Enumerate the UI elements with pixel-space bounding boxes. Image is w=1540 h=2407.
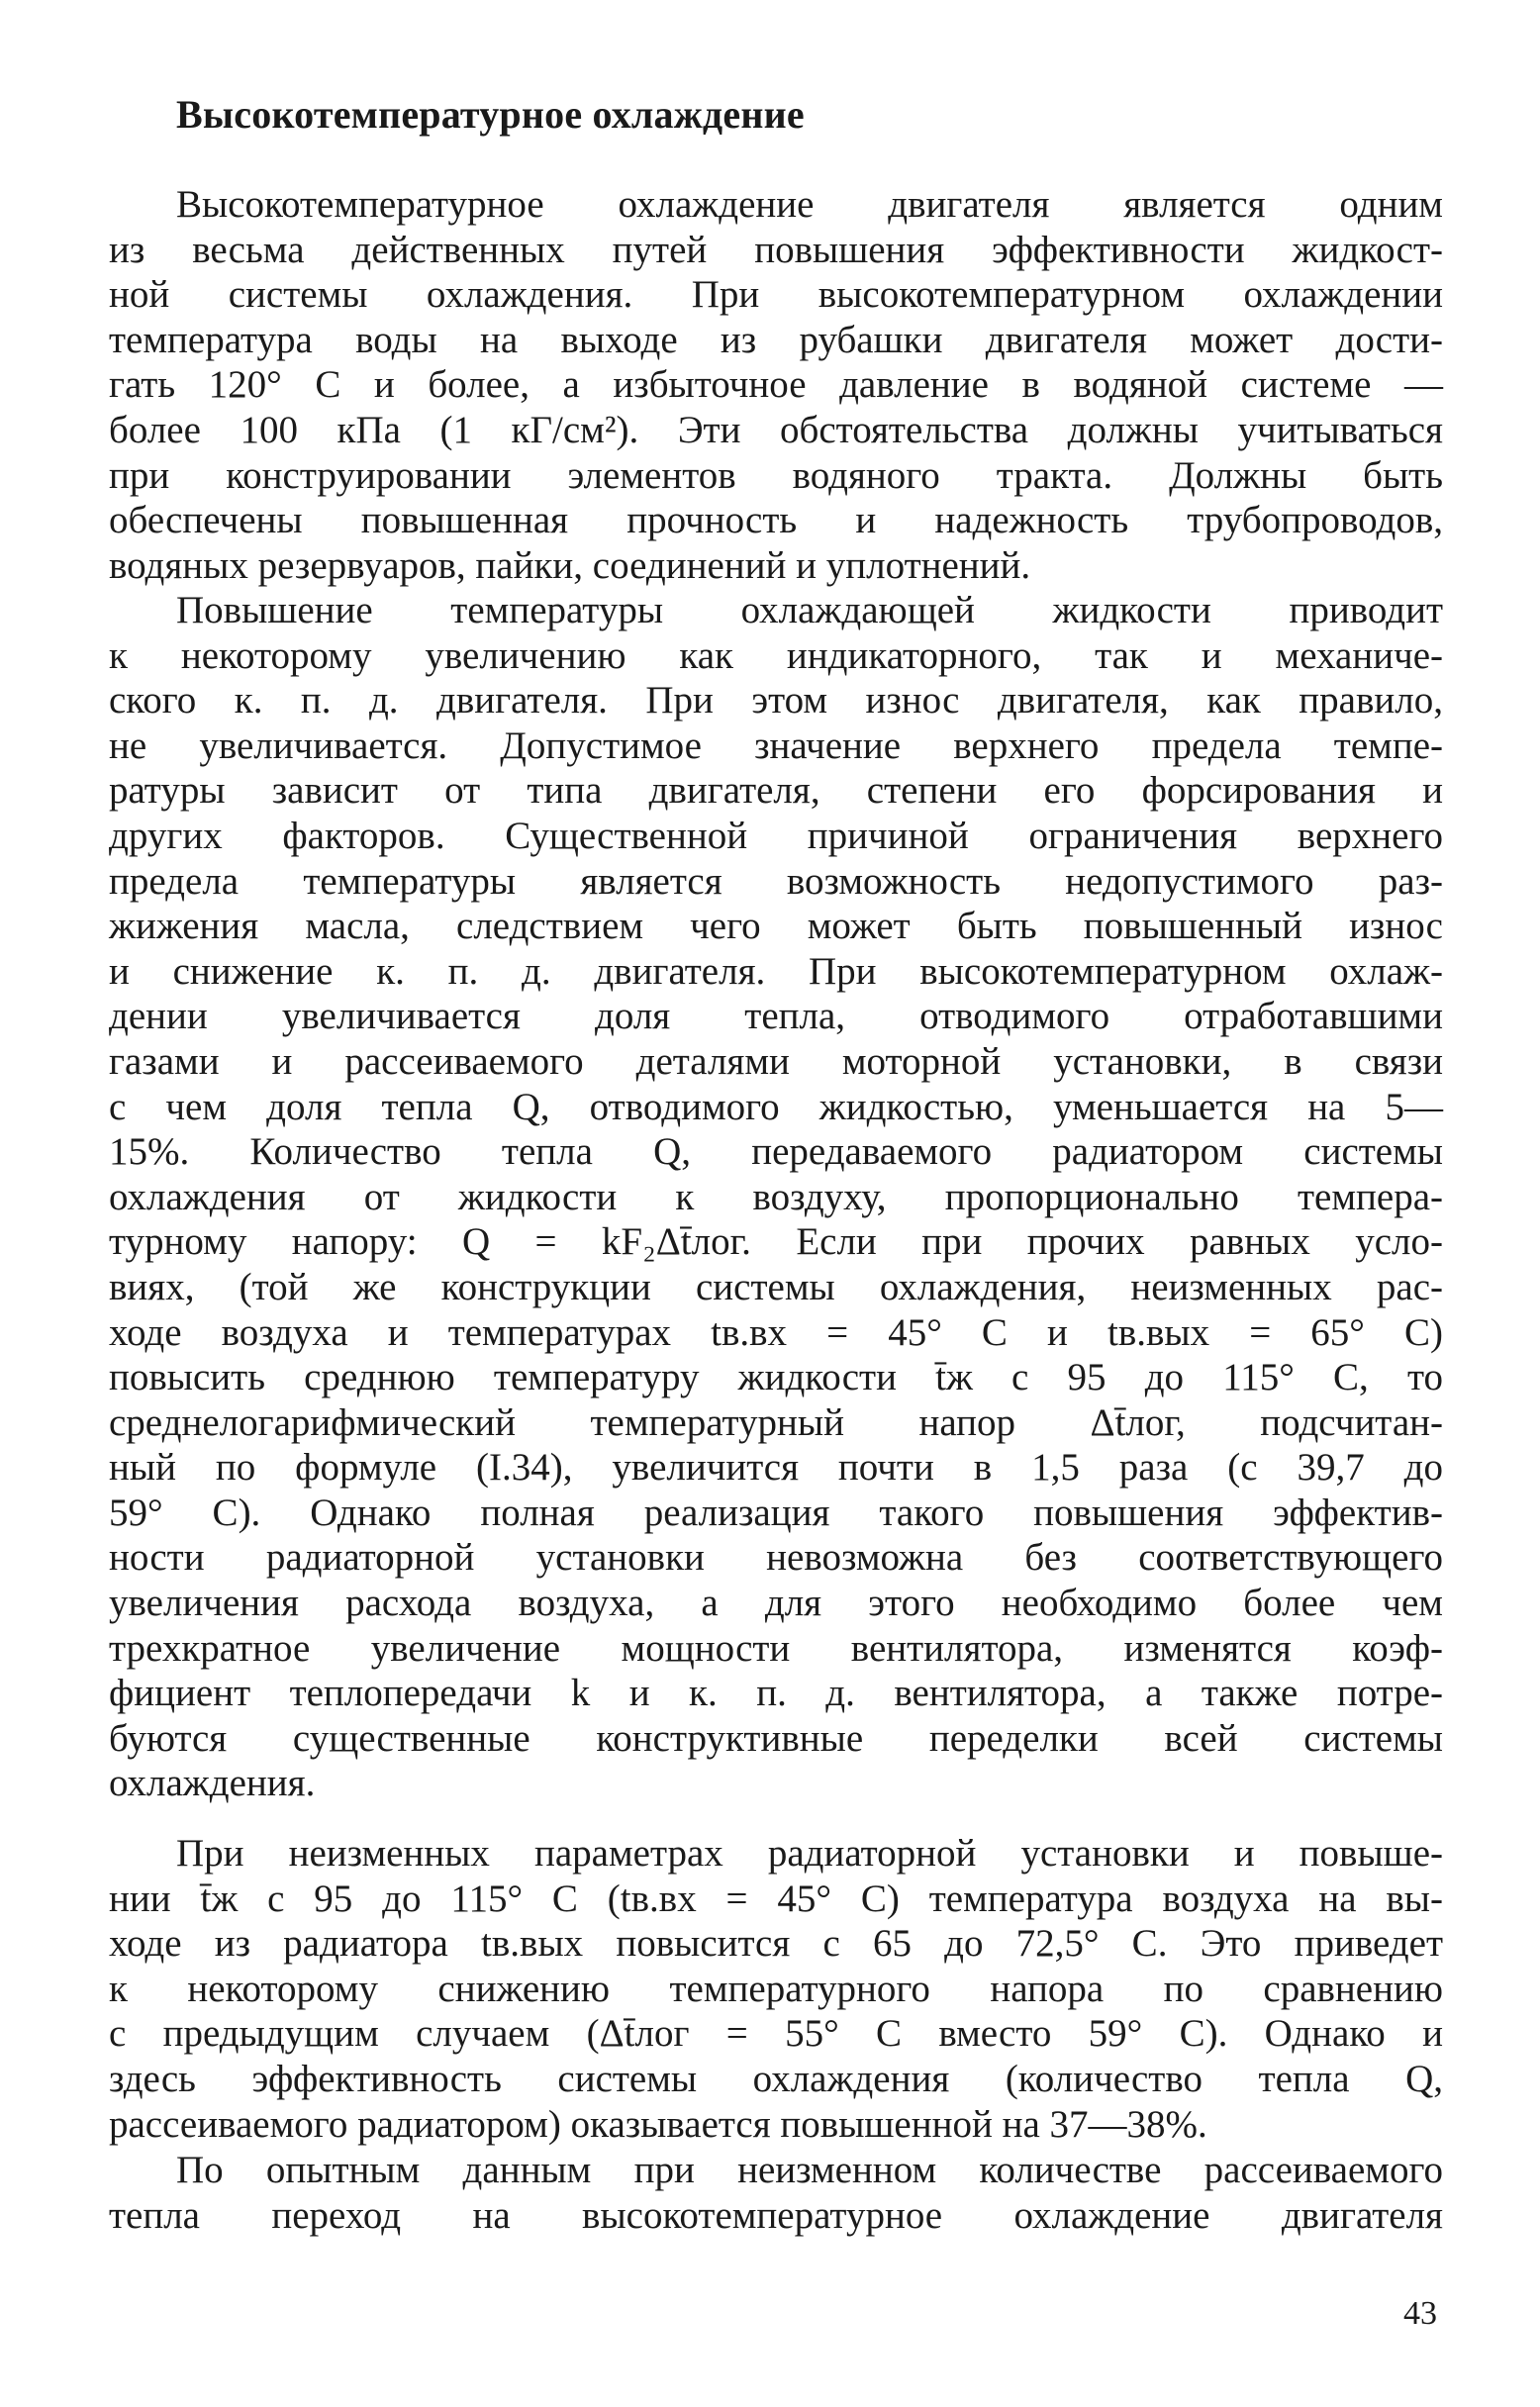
text-line: предела температуры является возможность недопустимого раз-: [109, 859, 1443, 903]
text-line: температура воды на выходе из рубашки двигателя может дости-: [109, 318, 1443, 361]
text-line: повысить среднюю температуру жидкости t̄ж с 95 до 115° С, то: [109, 1356, 1443, 1399]
text-line: здесь эффективность системы охлаждения (количество тепла Q,: [109, 2057, 1443, 2100]
text-line: к некоторому снижению температурного напора по сравнению: [109, 1967, 1443, 2010]
text-line: Повышение температуры охлаждающей жидкости приводит: [176, 589, 1443, 631]
page-number: 43: [1403, 2295, 1437, 2332]
text-line: охлаждения.: [109, 1762, 316, 1805]
text-line: с чем доля тепла Q, отводимого жидкостью, уменьшается на 5—: [109, 1085, 1443, 1128]
text-line: ности радиаторной установки невозможна без соответствующего: [109, 1536, 1443, 1580]
paragraph-4: [109, 2148, 1443, 2238]
text-line: гать 120° С и более, а избыточное давление в водяной системе —: [109, 363, 1443, 407]
text-line: Высокотемпературное охлаждение двигателя является одним: [176, 183, 1443, 226]
text-line: более 100 кПа (1 кГ/см²). Эти обстоятельства должны учитываться: [109, 408, 1443, 451]
text-line: ходе воздуха и температурах tв.вх = 45° С и tв.вых = 65° С): [109, 1310, 1443, 1354]
text-line: виях, (той же конструкции системы охлаждения, неизменных рас-: [109, 1265, 1443, 1308]
text-line: ходе из радиатора tв.вых повысится с 65 до 72,5° С. Это приведет: [109, 1922, 1443, 1966]
text-line: увеличения расхода воздуха, а для этого необходимо более чем: [109, 1582, 1443, 1625]
text-line: 59° С). Однако полная реализация такого повышения эффектив-: [109, 1491, 1443, 1534]
text-line: трехкратное увеличение мощности вентилятора, изменятся коэф-: [109, 1626, 1443, 1670]
text-line: По опытным данным при неизменном количестве рассеиваемого: [176, 2149, 1443, 2191]
text-line: других факторов. Существенной причиной ограничения верхнего: [109, 814, 1443, 857]
text-line: ского к. п. д. двигателя. При этом износ двигателя, как правило,: [109, 679, 1443, 722]
text-line: не увеличивается. Допустимое значение верхнего предела темпе-: [109, 723, 1443, 767]
text-line: буются существенные конструктивные переделки всей системы: [109, 1716, 1443, 1760]
text-line: среднелогарифмический температурный напор Δt̄лог, подсчитан-: [109, 1400, 1443, 1444]
section-title: Высокотемпературное охлаждение: [176, 92, 805, 137]
paragraph-3: [109, 1831, 1443, 2147]
text-line: При неизменных параметрах радиаторной установки и повыше-: [176, 1832, 1443, 1875]
text-line: и снижение к. п. д. двигателя. При высокотемпературном охлаж-: [109, 949, 1443, 993]
text-line: обеспечены повышенная прочность и надежность трубопроводов,: [109, 499, 1443, 542]
text-line: ный по формуле (I.34), увеличится почти в 1,5 раза (с 39,7 до: [109, 1446, 1443, 1490]
paragraph-2: [109, 588, 1443, 1806]
text-line: к некоторому увеличению как индикаторного, так и механиче-: [109, 633, 1443, 677]
text-line: жижения масла, следствием чего может быть повышенный износ: [109, 905, 1443, 948]
text-line: 15%. Количество тепла Q, передаваемого радиатором системы: [109, 1130, 1443, 1174]
paragraph-1: [109, 182, 1443, 588]
text-line: при конструировании элементов водяного тракта. Должны быть: [109, 453, 1443, 497]
text-line: водяных резервуаров, пайки, соединений и уплотнений.: [109, 543, 1031, 587]
text-line: нии t̄ж с 95 до 115° С (tв.вх = 45° С) температура воздуха на вы-: [109, 1877, 1443, 1920]
text-line: газами и рассеиваемого деталями моторной установки, в связи: [109, 1039, 1443, 1083]
text-line: дении увеличивается доля тепла, отводимого отработавшими: [109, 995, 1443, 1038]
text-line: с предыдущим случаем (Δt̄лог = 55° С вместо 59° С). Однако и: [109, 2012, 1443, 2056]
text-line: рассеиваемого радиатором) оказывается повышенной на 37—38%.: [109, 2102, 1207, 2146]
text-line: охлаждения от жидкости к воздуху, пропорционально темпера-: [109, 1175, 1443, 1218]
text-line: фициент теплопередачи k и к. п. д. вентилятора, а также потре-: [109, 1672, 1443, 1715]
text-line: из весьма действенных путей повышения эффективности жидкост-: [109, 228, 1443, 271]
text-line: ной системы охлаждения. При высокотемпературном охлаждении: [109, 273, 1443, 317]
text-line: тепла переход на высокотемпературное охлаждение двигателя: [109, 2193, 1443, 2237]
text-line: турному напору: Q = kF₂Δt̄лог. Если при прочих равных усло-: [109, 1220, 1443, 1264]
text-line: ратуры зависит от типа двигателя, степени его форсирования и: [109, 769, 1443, 813]
